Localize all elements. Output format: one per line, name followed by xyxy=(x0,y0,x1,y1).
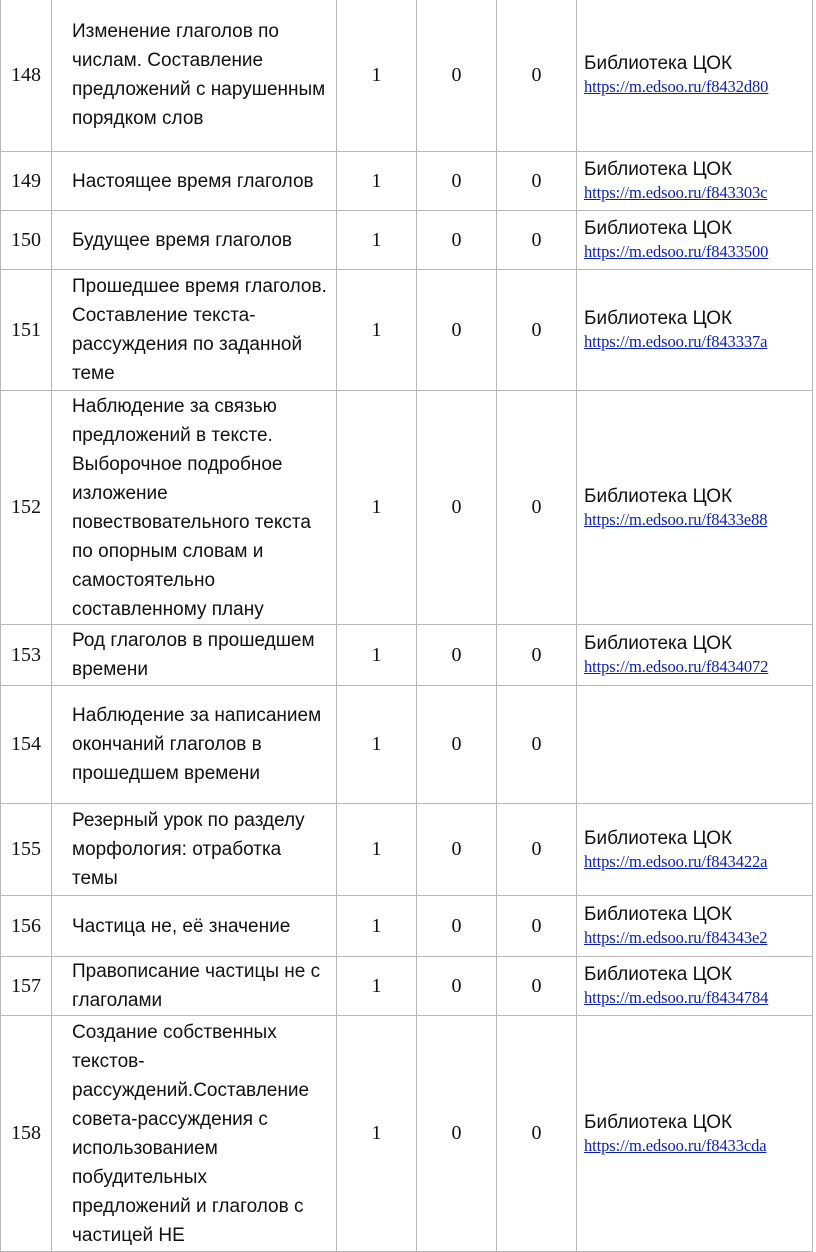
resource-cell xyxy=(577,625,813,686)
resource-cell xyxy=(577,211,813,270)
table-row xyxy=(1,152,813,211)
lesson-number: 149 xyxy=(1,152,52,211)
resource-cell xyxy=(577,391,813,625)
resource-link[interactable]: https://m.edsoo.ru/f8434784 xyxy=(584,988,769,1007)
control-works: 0 xyxy=(417,804,497,896)
resource-link[interactable]: https://m.edsoo.ru/f8433e88 xyxy=(584,509,768,529)
lesson-topic: Наблюдение за написанием окончаний глаголов в прошедшем времени xyxy=(52,686,337,804)
control-works: 0 xyxy=(417,152,497,211)
resource-cell xyxy=(577,686,813,804)
resource-cell xyxy=(577,270,813,391)
lesson-number: 158 xyxy=(1,1016,52,1252)
practical-works: 0 xyxy=(497,152,577,211)
resource-label: Библиотека ЦОК xyxy=(584,218,733,239)
resource-link[interactable]: https://m.edsoo.ru/f843337a xyxy=(584,332,768,351)
lesson-number: 157 xyxy=(1,957,52,1016)
practical-works: 0 xyxy=(497,896,577,957)
lesson-topic: Частица не, её значение xyxy=(52,896,337,957)
practical-works: 0 xyxy=(497,625,577,686)
table-row xyxy=(1,957,813,1016)
control-works: 0 xyxy=(417,686,497,804)
practical-works: 0 xyxy=(497,957,577,1016)
total-hours: 1 xyxy=(337,152,417,211)
resource-link[interactable]: https://m.edsoo.ru/f843303c xyxy=(584,183,768,202)
practical-works: 0 xyxy=(497,686,577,804)
practical-works: 0 xyxy=(497,0,577,152)
lesson-topic: Наблюдение за связью предложений в тексте. Выборочное подробное изложение повествовательного текста по опорным словам и самостоятельно составленному плану xyxy=(52,391,337,625)
resource-link[interactable]: https://m.edsoo.ru/f84343e2 xyxy=(584,928,768,947)
resource-cell xyxy=(577,1016,813,1252)
lesson-topic: Резерный урок по разделу морфология: отработка темы xyxy=(52,804,337,896)
lesson-topic: Создание собственных текстов-рассуждений.Составление совета-рассуждения с использованием побудительных предложений и глаголов с частицей НЕ xyxy=(52,1016,337,1252)
resource-cell xyxy=(577,152,813,211)
table-row xyxy=(1,896,813,957)
control-works: 0 xyxy=(417,957,497,1016)
lesson-topic: Будущее время глаголов xyxy=(52,211,337,270)
lesson-number: 156 xyxy=(1,896,52,957)
control-works: 0 xyxy=(417,211,497,270)
practical-works: 0 xyxy=(497,1016,577,1252)
practical-works: 0 xyxy=(497,391,577,625)
resource-cell xyxy=(577,804,813,896)
practical-works: 0 xyxy=(497,270,577,391)
lesson-topic: Род глаголов в прошедшем времени xyxy=(52,625,337,686)
practical-works: 0 xyxy=(497,211,577,270)
resource-label: Библиотека ЦОК xyxy=(584,53,733,74)
resource-cell xyxy=(577,896,813,957)
control-works: 0 xyxy=(417,896,497,957)
total-hours: 1 xyxy=(337,957,417,1016)
total-hours: 1 xyxy=(337,625,417,686)
resource-link[interactable]: https://m.edsoo.ru/f8433cda xyxy=(584,1135,767,1155)
resource-label: Библиотека ЦОК xyxy=(584,633,733,654)
resource-link[interactable]: https://m.edsoo.ru/f8434072 xyxy=(584,657,769,676)
resource-label: Библиотека ЦОК xyxy=(584,904,733,925)
table-row xyxy=(1,211,813,270)
table-row xyxy=(1,686,813,804)
resource-label: Библиотека ЦОК xyxy=(584,159,733,180)
control-works: 0 xyxy=(417,625,497,686)
practical-works: 0 xyxy=(497,804,577,896)
total-hours: 1 xyxy=(337,211,417,270)
resource-cell xyxy=(577,0,813,152)
table-row xyxy=(1,0,813,152)
total-hours: 1 xyxy=(337,896,417,957)
total-hours: 1 xyxy=(337,804,417,896)
table-row xyxy=(1,391,813,625)
resource-label: Библиотека ЦОК xyxy=(584,485,733,507)
lesson-topic: Настоящее время глаголов xyxy=(52,152,337,211)
control-works: 0 xyxy=(417,0,497,152)
lesson-topic: Прошедшее время глаголов. Составление текста-рассуждения по заданной теме xyxy=(52,270,337,391)
lesson-topic: Правописание частицы не с глаголами xyxy=(52,957,337,1016)
resource-cell xyxy=(577,957,813,1016)
resource-label: Библиотека ЦОК xyxy=(584,964,733,985)
resource-label: Библиотека ЦОК xyxy=(584,827,733,849)
lesson-number: 153 xyxy=(1,625,52,686)
resource-label: Библиотека ЦОК xyxy=(584,1111,733,1133)
control-works: 0 xyxy=(417,270,497,391)
resource-link[interactable]: https://m.edsoo.ru/f8432d80 xyxy=(584,77,769,96)
total-hours: 1 xyxy=(337,0,417,152)
resource-link[interactable]: https://m.edsoo.ru/f843422a xyxy=(584,851,768,871)
lesson-number: 148 xyxy=(1,0,52,152)
total-hours: 1 xyxy=(337,391,417,625)
lesson-topic: Изменение глаголов по числам. Составление предложений с нарушенным порядком слов xyxy=(52,0,337,152)
control-works: 0 xyxy=(417,1016,497,1252)
total-hours: 1 xyxy=(337,270,417,391)
table-row xyxy=(1,804,813,896)
total-hours: 1 xyxy=(337,686,417,804)
lesson-number: 154 xyxy=(1,686,52,804)
table-row xyxy=(1,1016,813,1252)
lesson-number: 152 xyxy=(1,391,52,625)
table-row xyxy=(1,625,813,686)
table-row xyxy=(1,270,813,391)
lesson-rows xyxy=(1,0,813,1252)
resource-label: Библиотека ЦОК xyxy=(584,308,733,329)
resource-link[interactable]: https://m.edsoo.ru/f8433500 xyxy=(584,242,769,261)
lesson-number: 150 xyxy=(1,211,52,270)
control-works: 0 xyxy=(417,391,497,625)
total-hours: 1 xyxy=(337,1016,417,1252)
lesson-number: 155 xyxy=(1,804,52,896)
lesson-number: 151 xyxy=(1,270,52,391)
